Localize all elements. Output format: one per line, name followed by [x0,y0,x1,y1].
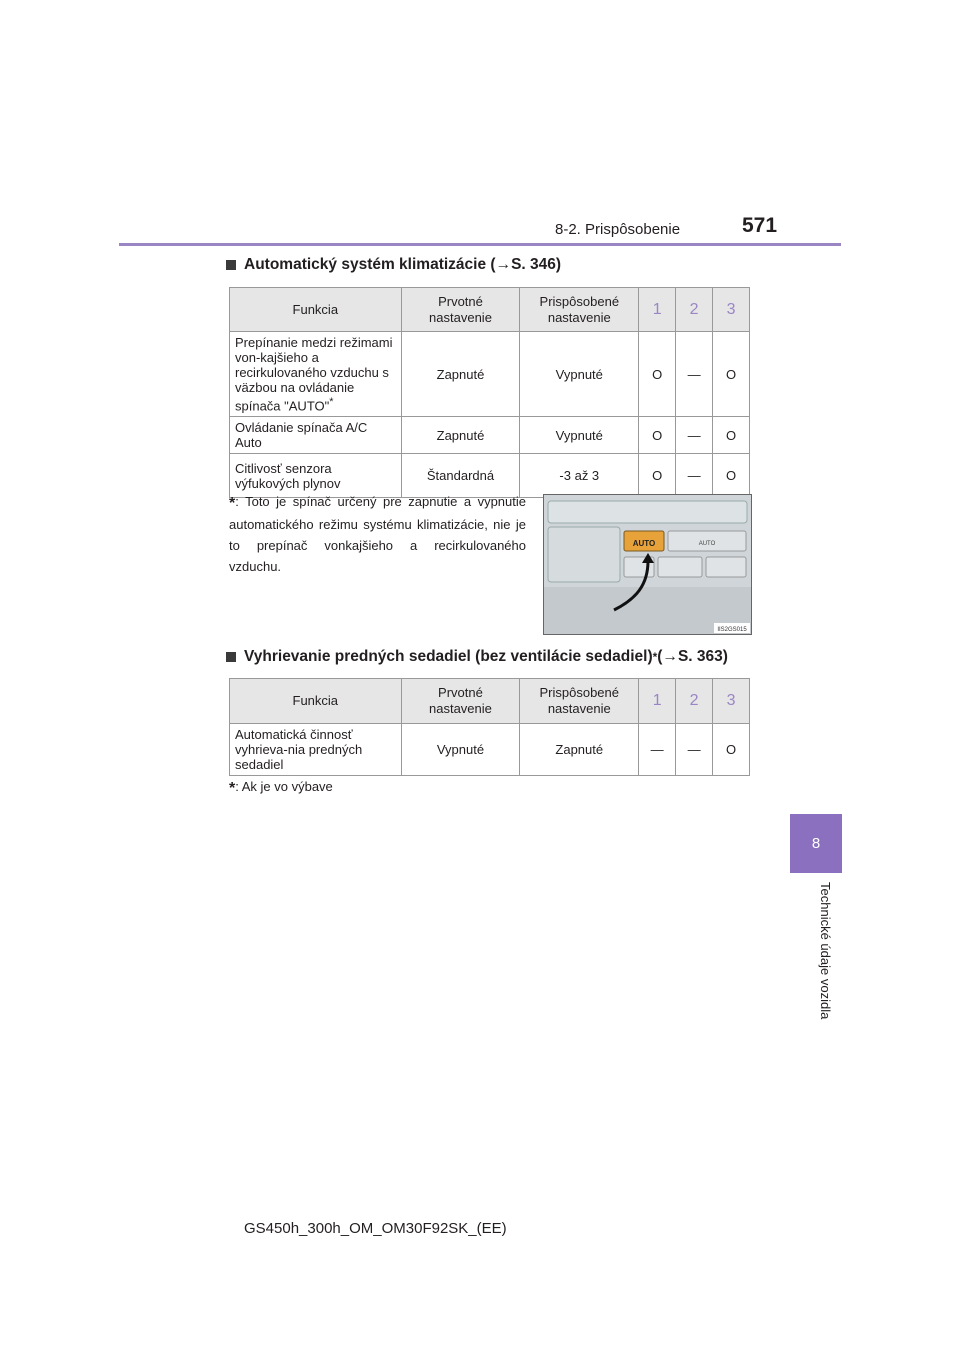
col-header-2: 2 [676,288,713,332]
cell-mode-2: — [676,724,713,776]
header-section-title: 8-2. Prispôsobenie [555,221,681,238]
auto-switch-illustration [543,494,752,635]
cell-function [230,332,402,417]
cell-function: Automatická činnosť vyhrieva-nia predných sedadiel [230,724,402,776]
cell-function: Ovládanie spínača A/C Auto [230,417,402,454]
col-header-1: 1 [639,679,676,724]
footnote-auto-switch [229,491,526,577]
cell-initial: Štandardná [401,454,520,498]
section-heading-climate [226,256,561,274]
cell-mode-3: O [713,454,750,498]
small-auto-label: AUTO [698,541,716,547]
cell-mode-3: O [713,724,750,776]
climate-settings-table [229,287,750,498]
document-code: GS450h_300h_OM_OM30F92SK_(EE) [244,1220,507,1237]
col-header-initial: Prvotné nastavenie [401,679,520,724]
cell-mode-2: — [676,332,713,417]
cell-mode-3: O [713,417,750,454]
table-row [230,417,750,454]
col-header-2: 2 [676,679,713,724]
arrow-right-icon: → [662,648,678,665]
chapter-number: 8 [811,835,821,852]
cell-mode-1: O [639,332,676,417]
cell-initial: Vypnuté [401,724,520,776]
cell-mode-3: O [713,332,750,417]
col-header-custom: Prispôsobené nastavenie [520,679,639,724]
col-header-function: Funkcia [230,679,402,724]
table-header-row [230,679,750,724]
footnote-star: * [652,650,658,664]
col-header-custom: Prispôsobené nastavenie [520,288,639,332]
arrow-right-icon: → [495,256,512,273]
col-header-3: 3 [713,679,750,724]
col-header-3: 3 [713,288,750,332]
section-heading-seat-heating [226,648,728,666]
footnote-text: : Ak je vo výbave [235,779,333,794]
cell-mode-1: O [639,454,676,498]
bullet-square-icon [226,652,236,662]
auto-button-label: AUTO [632,539,656,548]
col-header-initial: Prvotné nastavenie [401,288,520,332]
cell-initial: Zapnuté [401,332,520,417]
footnote-star: * [229,780,236,797]
table-row [230,724,750,776]
footnote-star: * [329,396,334,408]
footnote-optional [229,776,333,799]
figure-code: IIS2GS015 [717,627,747,633]
paren: ( [657,648,663,665]
table-row [230,332,750,417]
bullet-square-icon [226,260,236,270]
col-header-1: 1 [639,288,676,332]
page-number: 571 [742,214,778,237]
cell-mode-2: — [676,417,713,454]
table-header-row [230,288,750,332]
cell-function: Citlivosť senzora výfukových plynov [230,454,402,498]
cell-custom: Vypnuté [520,332,639,417]
section-title: Vyhrievanie predných sedadiel (bez ventilácie sedadiel) [244,648,653,665]
page-reference: S. 363) [677,648,728,665]
chapter-tab-label: Technické údaje vozidla [818,882,833,1020]
cell-mode-2: — [676,454,713,498]
seat-heating-table [229,678,750,776]
climate-panel-drawing [544,495,751,634]
function-text: Prepínanie medzi režimami von-kajšieho a recirkulovaného vzduchu s väzbou na ovládanie spínača "AUTO" [235,335,393,414]
cell-custom: Zapnuté [520,724,639,776]
cell-custom: -3 až 3 [520,454,639,498]
cell-custom: Vypnuté [520,417,639,454]
cell-mode-1: O [639,417,676,454]
header-divider [119,243,841,246]
footnote-text: : Toto je spínač určený pre zapnutie a vypnutie automatického režimu systému klimatizácie, nie je to prepínač vonkajšieho a recirkulovaného vzduchu. [229,494,526,574]
cell-initial: Zapnuté [401,417,520,454]
col-header-function: Funkcia [230,288,402,332]
footnote-star: * [229,495,236,512]
chapter-tab [790,814,842,873]
cell-mode-1: — [639,724,676,776]
section-title: Automatický systém klimatizácie ( [244,256,496,273]
page-reference: S. 346) [511,256,562,273]
